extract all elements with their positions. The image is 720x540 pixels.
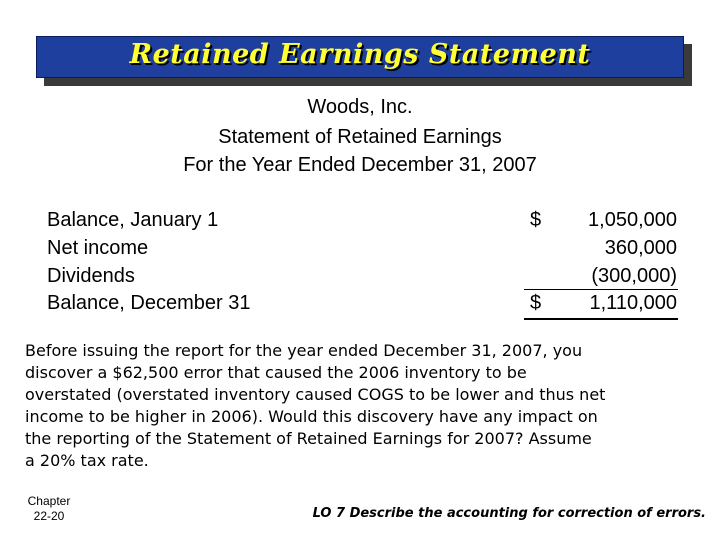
row-amount-net-income: 360,000 xyxy=(604,237,677,259)
question-line: overstated (overstated inventory caused COGS to be lower and thus net xyxy=(25,385,606,404)
row-label-balance-january: Balance, January 1 xyxy=(47,209,219,231)
slide-title: Retained Earnings Statement xyxy=(129,39,591,70)
row-label-dividends: Dividends xyxy=(47,265,135,287)
row-currency-balance-january: $ xyxy=(530,209,542,231)
question-line: income to be higher in 2006). Would this discovery have any impact on xyxy=(25,407,598,426)
title-banner xyxy=(36,36,684,78)
company-name: Woods, Inc. xyxy=(307,96,413,118)
chapter-number: 22-20 xyxy=(33,509,65,523)
total-rule xyxy=(524,318,678,320)
subtotal-rule xyxy=(524,289,678,290)
statement-period: For the Year Ended December 31, 2007 xyxy=(183,154,537,176)
row-label-balance-december: Balance, December 31 xyxy=(47,292,251,314)
row-currency-balance-december: $ xyxy=(530,292,542,314)
question-line: a 20% tax rate. xyxy=(25,451,149,470)
statement-title: Statement of Retained Earnings xyxy=(218,126,502,148)
question-line: Before issuing the report for the year ended December 31, 2007, you xyxy=(25,341,583,360)
row-amount-balance-january: 1,050,000 xyxy=(588,209,677,231)
chapter-label: Chapter xyxy=(27,494,71,508)
row-amount-balance-december: 1,110,000 xyxy=(589,292,677,314)
learning-objective: LO 7 Describe the accounting for correction of errors. xyxy=(312,506,706,521)
question-line: the reporting of the Statement of Retained Earnings for 2007? Assume xyxy=(25,429,592,448)
row-label-net-income: Net income xyxy=(47,237,149,259)
chapter-marker xyxy=(18,494,80,524)
question-text xyxy=(25,340,705,472)
row-amount-dividends: (300,000) xyxy=(591,265,677,287)
question-line: discover a $62,500 error that caused the 2006 inventory to be xyxy=(25,363,527,382)
